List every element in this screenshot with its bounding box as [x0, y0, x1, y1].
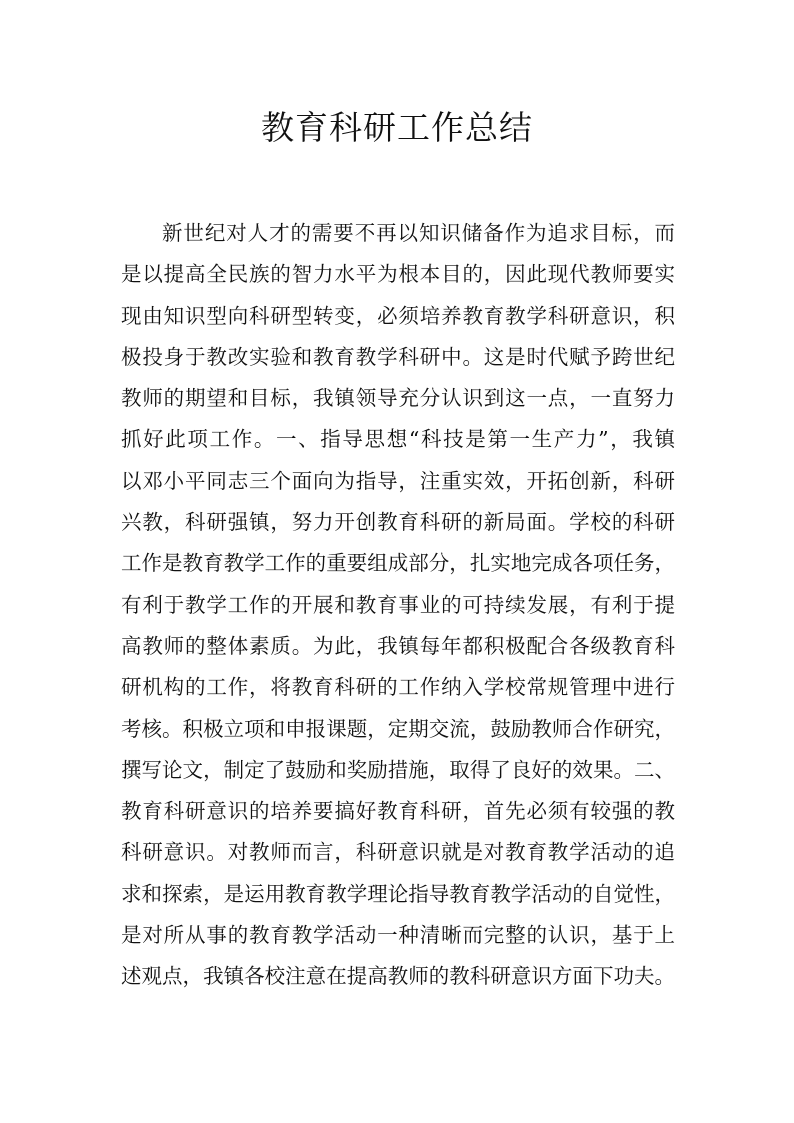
text-line: 考核。积极立项和申报课题，定期交流，鼓励教师合作研究， — [121, 716, 675, 741]
text-line: 求和探索，是运用教育教学理论指导教育教学活动的自觉性， — [121, 881, 675, 906]
text-line: 现由知识型向科研型转变，必须培养教育教学科研意识，积 — [121, 303, 675, 328]
text-line: 有利于教学工作的开展和教育事业的可持续发展，有利于提 — [121, 592, 675, 617]
text-line: 述观点，我镇各校注意在提高教师的教科研意识方面下功夫。 — [121, 964, 675, 989]
text-line: 是以提高全民族的智力水平为根本目的，因此现代教师要实 — [121, 262, 675, 287]
text-line: 抓好此项工作。一、指导思想“科技是第一生产力”，我镇 — [121, 427, 675, 452]
text-line: 兴教，科研强镇，努力开创教育科研的新局面。学校的科研 — [121, 510, 675, 535]
text-line: 科研意识。对教师而言，科研意识就是对教育教学活动的追 — [121, 840, 675, 865]
text-line: 高教师的整体素质。为此，我镇每年都积极配合各级教育科 — [121, 633, 675, 658]
text-line: 以邓小平同志三个面向为指导，注重实效，开拓创新，科研 — [121, 468, 675, 493]
text-line: 教师的期望和目标，我镇领导充分认识到这一点，一直努力 — [121, 386, 675, 411]
body-text — [121, 213, 675, 998]
text-line: 新世纪对人才的需要不再以知识储备作为追求目标，而 — [162, 221, 675, 245]
text-line: 教育科研意识的培养要搞好教育科研，首先必须有较强的教 — [121, 799, 675, 824]
text-line: 极投身于教改实验和教育教学科研中。这是时代赋予跨世纪 — [121, 344, 675, 369]
text-line: 是对所从事的教育教学活动一种清晰而完整的认识，基于上 — [121, 923, 675, 948]
text-line: 研机构的工作，将教育科研的工作纳入学校常规管理中进行 — [121, 675, 675, 700]
text-line: 撰写论文，制定了鼓励和奖励措施，取得了良好的效果。二、 — [121, 757, 675, 782]
text-line: 工作是教育教学工作的重要组成部分，扎实地完成各项任务， — [121, 551, 675, 576]
document-title: 教育科研工作总结 — [261, 108, 533, 147]
